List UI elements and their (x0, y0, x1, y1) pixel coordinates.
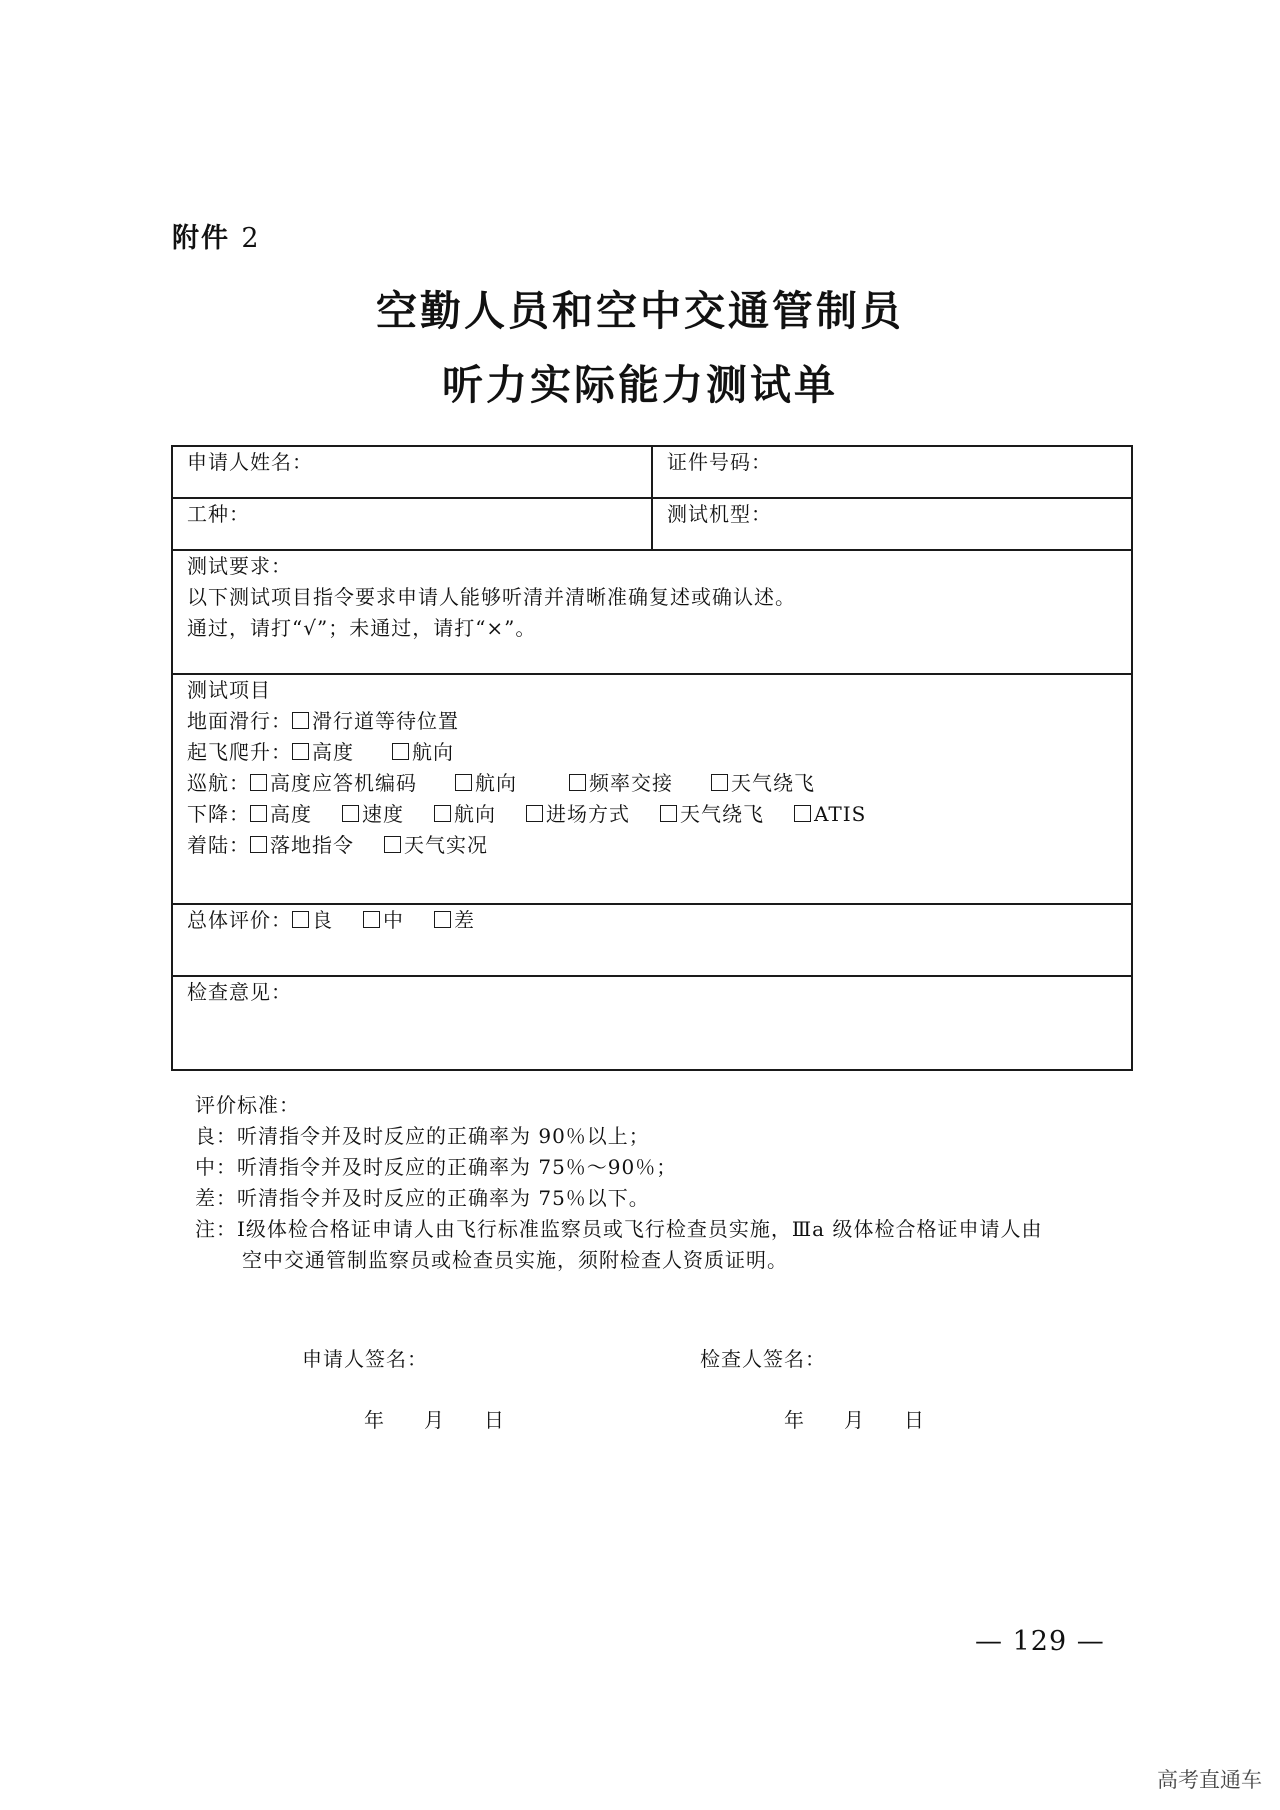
checkbox-label: 高度 (312, 740, 354, 764)
descent-line (187, 799, 1117, 830)
checkbox-label: 航向 (475, 771, 517, 795)
overall-evaluation-cell (172, 904, 1132, 976)
date-month-label: 月 (844, 1408, 864, 1432)
checkbox-icon[interactable] (250, 836, 267, 853)
takeoff-climb-label: 起飞爬升： (187, 740, 292, 764)
checkbox-icon[interactable] (384, 836, 401, 853)
criteria-poor: 差：听清指令并及时反应的正确率为 75％以下。 (195, 1186, 650, 1210)
checkbox-label: 高度应答机编码 (270, 771, 417, 795)
checkbox-label: 速度 (362, 802, 404, 826)
checkbox-icon[interactable] (434, 911, 451, 928)
cruise-line (187, 768, 1117, 799)
test-items-heading: 测试项目 (187, 678, 271, 702)
checkbox-icon[interactable] (794, 805, 811, 822)
checkbox-icon[interactable] (392, 743, 409, 760)
checkbox-takeoff-altitude[interactable] (292, 737, 354, 768)
checkbox-label: 落地指令 (270, 833, 354, 857)
checkbox-icon[interactable] (292, 712, 309, 729)
checkbox-cruise-frequency-handover[interactable] (569, 768, 673, 799)
landing-label: 着陆： (187, 833, 250, 857)
requirements-line2: 通过，请打“√”；未通过，请打“×”。 (187, 616, 537, 640)
applicant-name-field[interactable] (172, 446, 652, 498)
criteria-note-line2: 空中交通管制监察员或检查员实施，须附检查人资质证明。 (242, 1248, 788, 1272)
form-row-test-items (172, 674, 1132, 904)
document-title-line1: 空勤人员和空中交通管制员 (376, 287, 904, 335)
checkbox-icon[interactable] (250, 774, 267, 791)
evaluation-criteria (195, 1090, 1042, 1276)
checkbox-label: 航向 (454, 802, 496, 826)
checkbox-cruise-weather-deviation[interactable] (711, 768, 815, 799)
attachment-number: 2 (241, 223, 261, 254)
checkbox-label: 天气实况 (404, 833, 488, 857)
applicant-name-label: 申请人姓名： (187, 450, 313, 474)
checkbox-overall-good[interactable] (292, 905, 333, 936)
checkbox-cruise-heading[interactable] (455, 768, 517, 799)
overall-evaluation-label: 总体评价： (187, 908, 292, 932)
test-aircraft-field[interactable] (652, 498, 1132, 550)
watermark: 高考直通车 (1157, 1768, 1262, 1792)
checkbox-descent-approach-method[interactable] (526, 799, 630, 830)
checkbox-icon[interactable] (660, 805, 677, 822)
date-year-label: 年 (784, 1408, 804, 1432)
checkbox-landing-actual-weather[interactable] (384, 830, 488, 861)
checkbox-icon[interactable] (455, 774, 472, 791)
applicant-signature-date (364, 1404, 544, 1433)
job-type-field[interactable] (172, 498, 652, 550)
checker-signature-label: 检查人签名： (700, 1347, 826, 1371)
checkbox-icon[interactable] (363, 911, 380, 928)
checkbox-descent-speed[interactable] (342, 799, 404, 830)
checkbox-overall-medium[interactable] (363, 905, 404, 936)
checkbox-landing-clearance[interactable] (250, 830, 354, 861)
inspection-opinion-label: 检查意见： (187, 980, 292, 1004)
requirements-cell (172, 550, 1132, 674)
checkbox-icon[interactable] (569, 774, 586, 791)
criteria-good: 良：听清指令并及时反应的正确率为 90％以上； (195, 1124, 650, 1148)
checkbox-label: 高度 (270, 802, 312, 826)
checkbox-label: ATIS (814, 802, 867, 826)
cruise-label: 巡航： (187, 771, 250, 795)
date-day-label: 日 (484, 1408, 504, 1432)
job-type-label: 工种： (187, 502, 250, 526)
checkbox-descent-altitude[interactable] (250, 799, 312, 830)
descent-label: 下降： (187, 802, 250, 826)
date-day-label: 日 (904, 1408, 924, 1432)
checkbox-icon[interactable] (526, 805, 543, 822)
attachment-label-text: 附件 (172, 223, 230, 254)
certificate-number-label: 证件号码： (667, 450, 772, 474)
attachment-label (172, 216, 261, 255)
checkbox-overall-poor[interactable] (434, 905, 475, 936)
criteria-note-line1: 注：Ⅰ级体检合格证申请人由飞行标准监察员或飞行检查员实施，Ⅲa 级体检合格证申请人由 (195, 1217, 1043, 1241)
checkbox-descent-heading[interactable] (434, 799, 496, 830)
test-items-cell (172, 674, 1132, 904)
checker-signature-date (784, 1404, 964, 1433)
requirements-line1: 以下测试项目指令要求申请人能够听清并清晰准确复述或确认述。 (187, 585, 796, 609)
takeoff-climb-line (187, 737, 1117, 768)
form-row-inspection-opinion (172, 976, 1132, 1070)
criteria-medium: 中：听清指令并及时反应的正确率为 75％～90％； (195, 1155, 678, 1179)
checkbox-icon[interactable] (342, 805, 359, 822)
test-form-table (171, 445, 1133, 1071)
checkbox-icon[interactable] (434, 805, 451, 822)
checkbox-descent-weather-deviation[interactable] (660, 799, 764, 830)
checkbox-label: 天气绕飞 (731, 771, 815, 795)
checkbox-label: 航向 (412, 740, 454, 764)
checkbox-icon[interactable] (250, 805, 267, 822)
checkbox-label: 良 (312, 908, 333, 932)
ground-taxi-line (187, 706, 1117, 737)
form-row-overall-evaluation (172, 904, 1132, 976)
checkbox-taxiway-holding-position[interactable] (292, 706, 459, 737)
checkbox-takeoff-heading[interactable] (392, 737, 454, 768)
inspection-opinion-field[interactable] (172, 976, 1132, 1070)
checkbox-label: 进场方式 (546, 802, 630, 826)
checkbox-cruise-altitude-transponder[interactable] (250, 768, 417, 799)
test-aircraft-label: 测试机型： (667, 502, 772, 526)
date-month-label: 月 (424, 1408, 444, 1432)
checkbox-icon[interactable] (711, 774, 728, 791)
ground-taxi-label: 地面滑行： (187, 709, 292, 733)
form-row-requirements (172, 550, 1132, 674)
checkbox-label: 中 (383, 908, 404, 932)
form-row-job (172, 498, 1132, 550)
checkbox-label: 天气绕飞 (680, 802, 764, 826)
document-title-line2: 听力实际能力测试单 (442, 361, 838, 409)
checkbox-label: 频率交接 (589, 771, 673, 795)
date-year-label: 年 (364, 1408, 384, 1432)
checkbox-label: 滑行道等待位置 (312, 709, 459, 733)
certificate-number-field[interactable] (652, 446, 1132, 498)
criteria-heading: 评价标准： (195, 1093, 300, 1117)
landing-line (187, 830, 1117, 861)
form-row-identity (172, 446, 1132, 498)
checkbox-icon[interactable] (292, 911, 309, 928)
page-number: — 129 — (975, 1626, 1105, 1657)
checkbox-icon[interactable] (292, 743, 309, 760)
requirements-heading: 测试要求： (187, 554, 292, 578)
checkbox-label: 差 (454, 908, 475, 932)
checkbox-descent-atis[interactable] (794, 799, 866, 830)
applicant-signature-label: 申请人签名： (302, 1347, 428, 1371)
